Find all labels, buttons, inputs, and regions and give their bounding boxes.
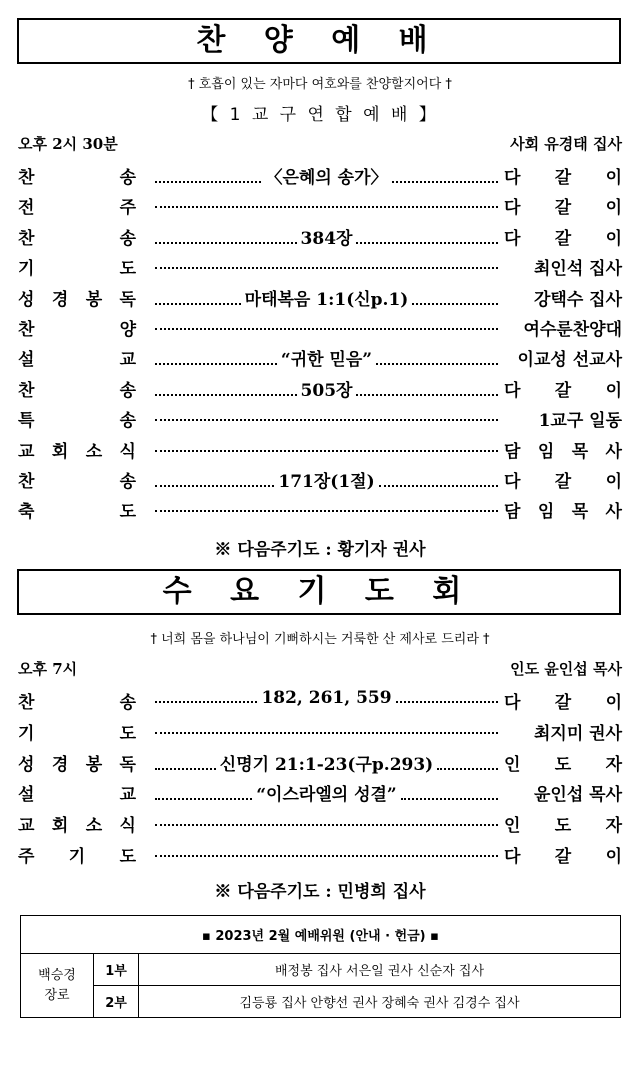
order-label-char: 설 <box>18 785 35 806</box>
order-leader <box>151 688 502 708</box>
order-person <box>504 345 622 370</box>
order-label-char: 교 <box>18 816 35 837</box>
order-row <box>18 163 622 187</box>
order-leader <box>151 315 502 330</box>
order-label-char: 양 <box>119 320 136 340</box>
committee-names: 배정봉 집사 서은일 권사 신순자 집사 <box>139 954 621 986</box>
dotted-leader <box>155 229 297 244</box>
order-label <box>18 315 136 340</box>
order-row <box>18 193 622 217</box>
order-label-char: 송 <box>119 228 136 249</box>
order-label-char: 도 <box>119 723 136 744</box>
committee-table <box>20 915 621 1018</box>
order-label-char: 소 <box>85 441 103 462</box>
order-label-char: 교 <box>119 785 136 806</box>
order-person-char: 갈 <box>554 198 572 219</box>
order-label-char: 기 <box>68 847 86 867</box>
order-person <box>504 750 622 775</box>
order-row <box>18 842 622 866</box>
dotted-leader <box>155 168 261 183</box>
dotted-leader <box>155 811 498 826</box>
order-label <box>18 467 136 492</box>
order-row <box>18 254 622 278</box>
order-label <box>18 376 136 401</box>
order-person-char: 이 <box>605 198 622 219</box>
order-row <box>18 750 622 774</box>
order-row <box>18 780 622 804</box>
order-person-char: 갈 <box>554 472 572 492</box>
order-content: 신명기 21:1-23(구p.293) <box>219 754 434 775</box>
order-person-name: 이교성 선교사 <box>517 350 622 371</box>
order-leader <box>151 406 502 421</box>
order-leader <box>151 497 502 512</box>
order-person-char: 이 <box>605 472 622 492</box>
dotted-leader <box>379 472 498 487</box>
order-label <box>18 193 136 218</box>
section1-verse: † 호흡이 있는 자마다 여호와를 찬양할지어다 † <box>188 77 452 92</box>
committee-names: 김등룡 집사 안향선 권사 장혜숙 권사 김경수 집사 <box>139 986 621 1018</box>
order-content: 384장 <box>300 228 353 249</box>
section1-info <box>18 133 622 155</box>
section2-time: 오후 7시 <box>18 660 78 678</box>
order-label-char: 도 <box>119 259 136 280</box>
order-person <box>504 285 622 310</box>
dotted-leader <box>155 688 257 703</box>
dotted-leader <box>155 193 498 208</box>
order-leader <box>151 750 502 775</box>
order-label-char: 독 <box>119 289 136 310</box>
order-label-char: 도 <box>119 502 136 523</box>
order-person-char: 담 <box>504 441 521 462</box>
order-content: “이스라엘의 성결” <box>256 785 397 806</box>
order-person <box>504 193 622 218</box>
order-row <box>18 345 622 369</box>
order-label-char: 교 <box>119 350 136 371</box>
order-label <box>18 750 136 775</box>
order-person-char: 목 <box>571 441 589 462</box>
order-person-char: 갈 <box>554 168 572 188</box>
order-label <box>18 345 136 370</box>
order-person <box>504 811 622 836</box>
dotted-leader <box>437 755 498 770</box>
order-label-char: 기 <box>18 723 35 744</box>
dotted-leader <box>401 785 498 800</box>
order-leader <box>151 467 502 492</box>
order-label-char: 찬 <box>18 693 35 713</box>
order-leader <box>151 285 502 310</box>
order-label-char: 송 <box>119 693 136 713</box>
order-person-char: 갈 <box>554 380 572 401</box>
dotted-leader <box>155 785 252 800</box>
order-label-char: 경 <box>51 754 69 775</box>
order-person-char: 다 <box>504 847 521 867</box>
order-person <box>504 437 622 462</box>
section2-title: 수 요 기 도 회 <box>17 569 621 615</box>
order-leader <box>151 163 502 188</box>
order-label-char: 찬 <box>18 380 35 401</box>
order-label <box>18 719 136 744</box>
order-person-char: 다 <box>504 198 521 219</box>
order-person-char: 갈 <box>554 693 572 713</box>
dotted-leader <box>155 755 216 770</box>
order-person <box>504 497 622 522</box>
order-person-char: 담 <box>504 502 521 523</box>
committee-header: ▪ 2023년 2월 예배위원 (안내 · 헌금) ▪ <box>21 916 621 954</box>
order-person <box>504 688 622 713</box>
order-label <box>18 163 136 188</box>
order-person-char: 도 <box>554 816 572 837</box>
section2-verse: † 너희 몸을 하나님이 기뻐하시는 거룩한 산 제사로 드리라 † <box>150 632 490 647</box>
order-row <box>18 376 622 400</box>
dotted-leader <box>155 437 498 452</box>
order-person-char: 이 <box>605 847 622 867</box>
order-person-char: 이 <box>605 380 622 401</box>
order-leader <box>151 719 502 734</box>
dotted-leader <box>155 406 498 421</box>
order-leader <box>151 193 502 208</box>
order-person-name: 최지미 권사 <box>533 723 622 744</box>
order-content: “귀한 믿음” <box>280 350 373 371</box>
order-person-name: 윤인섭 목사 <box>533 785 622 806</box>
order-label-char: 특 <box>18 411 35 432</box>
order-label-char: 찬 <box>18 228 35 249</box>
order-content: 182, 261, 559 <box>261 688 392 708</box>
order-person-name: 최인석 집사 <box>533 259 622 280</box>
order-label <box>18 437 136 462</box>
order-person <box>504 254 622 279</box>
section1-time: 오후 2시 30분 <box>18 135 118 153</box>
order-person <box>504 376 622 401</box>
order-label <box>18 780 136 805</box>
order-label <box>18 406 136 431</box>
order-row <box>18 224 622 248</box>
order-label <box>18 254 136 279</box>
order-label <box>18 842 136 867</box>
order-label-char: 경 <box>51 289 69 310</box>
order-row <box>18 811 622 835</box>
dotted-leader <box>155 254 498 269</box>
order-label-char: 송 <box>119 411 136 432</box>
order-person-char: 갈 <box>554 228 572 249</box>
order-person-name: 여수룬찬양대 <box>523 320 622 340</box>
section2-next-prayer: ※ 다음주기도 : 민병희 집사 <box>214 882 426 902</box>
order-label <box>18 285 136 310</box>
order-person <box>504 406 622 431</box>
order-person <box>504 224 622 249</box>
order-person <box>504 842 622 867</box>
committee-part: 2부 <box>94 986 139 1018</box>
order-person-name: 강택수 집사 <box>533 289 622 310</box>
order-label-char: 설 <box>18 350 35 371</box>
order-person <box>504 467 622 492</box>
order-label <box>18 497 136 522</box>
dotted-leader <box>155 290 241 305</box>
order-person-char: 이 <box>605 693 622 713</box>
order-person-char: 자 <box>605 754 622 775</box>
dotted-leader <box>356 229 498 244</box>
order-person-char: 다 <box>504 228 521 249</box>
order-person-char: 다 <box>504 168 521 188</box>
order-person-name: 1교구 일동 <box>538 411 622 432</box>
order-person-char: 다 <box>504 472 521 492</box>
order-leader <box>151 224 502 249</box>
order-row <box>18 467 622 491</box>
order-leader <box>151 811 502 826</box>
order-label-char: 봉 <box>85 289 103 310</box>
dotted-leader <box>376 350 498 365</box>
dotted-leader <box>392 168 498 183</box>
order-label-char: 교 <box>18 441 35 462</box>
order-row <box>18 315 622 339</box>
order-person-char: 인 <box>504 816 521 837</box>
order-label-char: 봉 <box>85 754 103 775</box>
order-person <box>504 315 622 340</box>
order-label-char: 식 <box>119 816 136 837</box>
order-row <box>18 719 622 743</box>
order-person <box>504 719 622 744</box>
order-person-char: 이 <box>605 228 622 249</box>
order-leader <box>151 437 502 452</box>
order-leader <box>151 376 502 401</box>
dotted-leader <box>155 350 277 365</box>
order-person-char: 사 <box>605 441 622 462</box>
order-person-char: 갈 <box>554 847 572 867</box>
order-row <box>18 497 622 521</box>
dotted-leader <box>356 381 498 396</box>
dotted-leader <box>396 688 498 703</box>
order-person-char: 목 <box>571 502 589 523</box>
dotted-leader <box>155 315 498 330</box>
order-label-char: 식 <box>119 441 136 462</box>
order-label-char: 회 <box>51 816 69 837</box>
dotted-leader <box>155 381 297 396</box>
committee-part: 1부 <box>94 954 139 986</box>
order-row <box>18 437 622 461</box>
section2-host: 인도 윤인섭 목사 <box>510 660 622 678</box>
order-label-char: 송 <box>119 168 136 188</box>
order-label-char: 찬 <box>18 472 35 492</box>
order-label-char: 주 <box>119 198 136 219</box>
order-label-char: 회 <box>51 441 69 462</box>
order-label-char: 성 <box>18 289 35 310</box>
section1-next-prayer: ※ 다음주기도 : 황기자 권사 <box>214 540 426 560</box>
order-leader <box>151 345 502 370</box>
dotted-leader <box>155 472 274 487</box>
section1-host: 사회 유경태 집사 <box>510 135 622 153</box>
order-label-char: 도 <box>119 847 136 867</box>
order-person-char: 인 <box>504 754 521 775</box>
section1-subtitle: 【 1 교 구 연 합 예 배 】 <box>201 105 439 125</box>
order-label-char: 주 <box>18 847 35 867</box>
order-content: 505장 <box>300 380 353 401</box>
order-person-char: 임 <box>537 502 555 523</box>
order-label-char: 기 <box>18 259 35 280</box>
order-person-char: 도 <box>554 754 572 775</box>
committee-elder: 백승경 장로 <box>21 954 94 1018</box>
dotted-leader <box>155 497 498 512</box>
dotted-leader <box>412 290 498 305</box>
order-label <box>18 811 136 836</box>
dotted-leader <box>155 719 498 734</box>
section1-title: 찬 양 예 배 <box>17 18 621 64</box>
order-row <box>18 688 622 712</box>
order-leader <box>151 842 502 857</box>
order-person-char: 다 <box>504 380 521 401</box>
order-leader <box>151 780 502 805</box>
order-label-char: 축 <box>18 502 35 523</box>
order-leader <box>151 254 502 269</box>
order-label-char: 소 <box>85 816 103 837</box>
section2-info <box>18 658 622 680</box>
order-row <box>18 285 622 309</box>
order-label-char: 송 <box>119 472 136 492</box>
order-person <box>504 780 622 805</box>
order-label <box>18 688 136 713</box>
order-label-char: 성 <box>18 754 35 775</box>
order-person-char: 이 <box>605 168 622 188</box>
dotted-leader <box>155 842 498 857</box>
order-label-char: 독 <box>119 754 136 775</box>
order-row <box>18 406 622 430</box>
order-content: 마태복음 1:1(신p.1) <box>244 289 409 310</box>
order-label-char: 찬 <box>18 320 35 340</box>
order-person-char: 다 <box>504 693 521 713</box>
order-content: 〈은혜의 송가〉 <box>265 168 388 188</box>
order-label-char: 송 <box>119 380 136 401</box>
order-person-char: 사 <box>605 502 622 523</box>
order-person-char: 임 <box>537 441 555 462</box>
order-label-char: 찬 <box>18 168 35 188</box>
order-label-char: 전 <box>18 198 35 219</box>
order-label <box>18 224 136 249</box>
order-person <box>504 163 622 188</box>
order-person-char: 자 <box>605 816 622 837</box>
order-content: 171장(1절) <box>278 472 375 492</box>
